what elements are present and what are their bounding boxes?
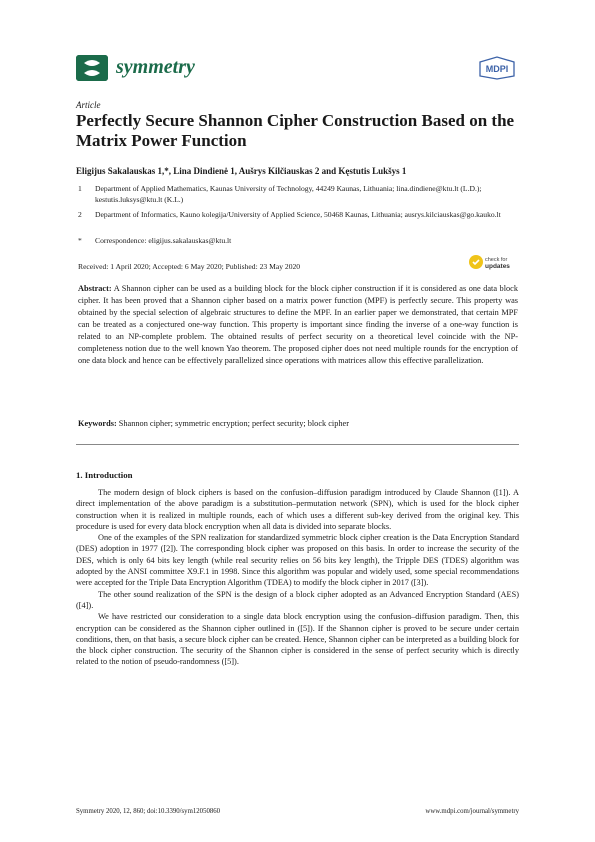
paragraph-1: The modern design of block ciphers is based on the confusion–diffusion paradigm introduced by Claude Shannon ([1]). A direct implementation of the above paradigm is a substitution–permutation network (SPN), which is used for the block cipher construction when it is realized in multiple rounds, each of which uses a different sub-key derived from the original key. This procedure is used for every data block encryption when all data is divided into separate blocks. — [76, 488, 519, 531]
check-for-updates-badge[interactable] — [468, 253, 518, 271]
affiliation-1 — [78, 183, 518, 205]
abstract — [78, 283, 518, 367]
abstract-text: A Shannon cipher can be used as a building block for the block cipher construction if it is considered as one data block cipher. It has been proved that a Shannon cipher based on a matrix power function (MPF) is perfectly secure. This property was obtained by the special selection of algebraic structures to define the MPF. In an earlier paper we demonstrated, that certain MPF can be treated as a conjectured one-way function. This property is important since finding the inverse of a one-way function is related to an NP-complete problem. The obtained results of perfect security on a theoretical level coincide with the NP-completeness notion due to the well known Yao theorem. The proposed cipher does not need multiple rounds for the encryption of one data block and hence can be effectively parallelized since operations with matrices allow this effective parallelization. — [78, 284, 518, 365]
keywords-label: Keywords: — [78, 419, 117, 428]
affiliation-marker: 1 — [78, 184, 82, 193]
correspondence — [78, 235, 518, 247]
paragraph-4: We have restricted our consideration to a single data block encryption using the confusion–diffusion paradigm. Then, this encryption can be considered as the Shannon cipher outlined in ([5]). If the Shannon cipher is proved to be secure under certain conditions, then, on that basis, a secure block cipher can be created. Hence, Shannon cipher can be interpreted as a building block for the block cipher construction. The security of the Shannon cipher is considered in the sense of perfect security which is directly related to the notion of pseudo-randomness ([5]). — [76, 612, 519, 667]
paragraph-3: The other sound realization of the SPN is the design of a block cipher adopted as an Advanced Encryption Standard (AES) ([4]). — [76, 589, 519, 610]
author-list: Eligijus Sakalauskas 1,*, Lina Dindienė 1, Aušrys Kilčiauskas 2 and Kęstutis Lukšys 1 — [76, 166, 407, 176]
article-type: Article — [76, 100, 101, 110]
journal-logo-icon — [76, 55, 108, 81]
keywords — [78, 419, 518, 428]
publication-dates: Received: 1 April 2020; Accepted: 6 May 2020; Published: 23 May 2020 — [78, 262, 301, 271]
abstract-label: Abstract: — [78, 284, 112, 293]
footer-journal-url[interactable]: www.mdpi.com/journal/symmetry — [425, 808, 519, 815]
svg-text:MDPI: MDPI — [485, 64, 509, 74]
mdpi-logo-icon — [476, 56, 518, 80]
affiliation-2 — [78, 209, 518, 231]
section-divider — [76, 444, 519, 445]
section-heading: 1. Introduction — [76, 470, 133, 480]
svg-text:updates: updates — [485, 263, 510, 270]
affiliation-text: Department of Applied Mathematics, Kaunas University of Technology, 44249 Kaunas, Lithuania; lina.dindiene@ktu.lt (L.D.); kestutis.luksys@ktu.lt (K.L.) — [95, 184, 482, 204]
affiliation-text: Correspondence: eligijus.sakalauskas@ktu.lt — [95, 236, 232, 245]
journal-name: symmetry — [116, 56, 195, 78]
affiliation-marker: 2 — [78, 210, 82, 219]
body-text — [76, 487, 519, 668]
check-updates-icon — [468, 253, 518, 271]
footer-citation: Symmetry 2020, 12, 860; doi:10.3390/sym12050860 — [76, 808, 221, 815]
affiliation-marker: * — [78, 236, 82, 245]
keywords-text: Shannon cipher; symmetric encryption; perfect security; block cipher — [118, 419, 349, 428]
paragraph-2: One of the examples of the SPN realization for standardized symmetric block cipher creation is the Data Encryption Standard (DES) adoption in 1977 ([2]). The corresponding block cipher was proposed on this basis. In order to increase the security of the DES, which is only 64 bits key length (while real security relies on 56 bits key length), the Tripple DES (TDES) algorithm was adopted by the ANSI committee X9.F.1 in 1998. Since this algorithm was popular and widely used, some special recommendations were accepted for the Triple Data Encryption Algorithm (TDEA) to modify the block cipher in 2017 ([3]). — [76, 533, 519, 588]
affiliation-text: Department of Informatics, Kauno kolegija/University of Applied Science, 50468 Kaunas, Lithuania; ausrys.kilciauskas@go.kauko.lt — [95, 210, 501, 219]
svg-text:check for: check for — [485, 257, 508, 263]
paper-title: Perfectly Secure Shannon Cipher Construction Based on the Matrix Power Function — [76, 111, 515, 150]
